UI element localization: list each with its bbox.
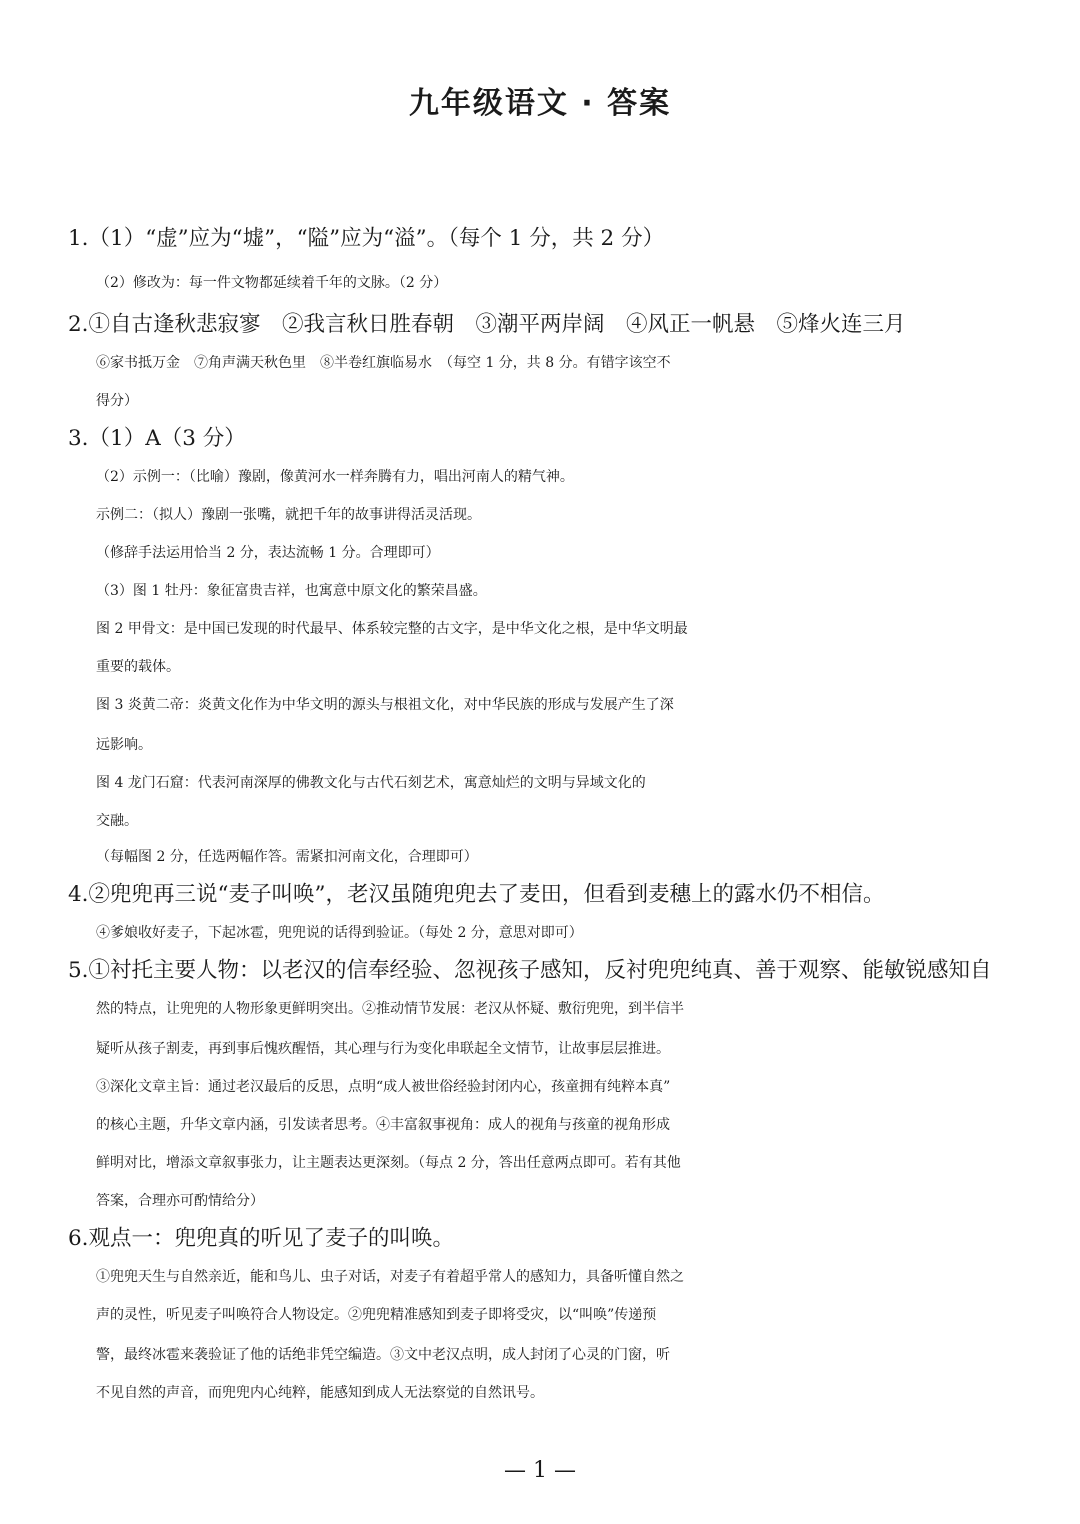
answer-line: 图 4 龙门石窟：代表河南深厚的佛教文化与古代石刻艺术，寓意灿烂的文明与异域文化的	[96, 775, 646, 791]
answer-line: 交融。	[96, 813, 138, 829]
page-title: 九年级语文 · 答案	[408, 86, 672, 121]
answer-line: 得分）	[96, 393, 138, 409]
answer-line: 鲜明对比，增添文章叙事张力，让主题表达更深刻。（每点 2 分，答出任意两点即可。若有其他	[96, 1155, 681, 1171]
answer-line: 声的灵性，听见麦子叫唤符合人物设定。②兜兜精准感知到麦子即将受灾，以“叫唤”传递预	[96, 1307, 657, 1323]
answer-line: 1.（1）“虚”应为“墟”，“隘”应为“溢”。（每个 1 分，共 2 分）	[68, 226, 665, 251]
answer-line: 然的特点，让兜兜的人物形象更鲜明突出。②推动情节发展：老汉从怀疑、敷衍兜兜，到半信半	[96, 1001, 684, 1017]
answer-line: 图 2 甲骨文：是中国已发现的时代最早、体系较完整的古文字，是中华文化之根，是中华文明最	[96, 621, 688, 637]
answer-line: 答案，合理亦可酌情给分）	[96, 1193, 264, 1209]
answer-line: ④爹娘收好麦子，下起冰雹，兜兜说的话得到验证。（每处 2 分，意思对即可）	[96, 925, 583, 941]
answer-line: 4.②兜兜再三说“麦子叫唤”，老汉虽随兜兜去了麦田，但看到麦穗上的露水仍不相信。	[68, 882, 885, 907]
answer-line: （修辞手法运用恰当 2 分，表达流畅 1 分。合理即可）	[96, 545, 440, 561]
answer-line: （每幅图 2 分，任选两幅作答。需紧扣河南文化，合理即可）	[96, 849, 478, 865]
answer-line: ⑥家书抵万金 ⑦角声满天秋色里 ⑧半卷红旗临易水 （每空 1 分，共 8 分。有错字该空不	[96, 355, 671, 371]
answer-line: 示例二：（拟人）豫剧一张嘴，就把千年的故事讲得活灵活现。	[96, 507, 481, 523]
answer-line: （3）图 1 牡丹：象征富贵吉祥，也寓意中原文化的繁荣昌盛。	[96, 583, 487, 599]
answer-line: 远影响。	[96, 737, 152, 753]
answer-line: 不见自然的声音，而兜兜内心纯粹，能感知到成人无法察觉的自然讯号。	[96, 1385, 544, 1401]
answer-line: 的核心主题，升华文章内涵，引发读者思考。④丰富叙事视角：成人的视角与孩童的视角形成	[96, 1117, 670, 1133]
answer-line: 重要的载体。	[96, 659, 180, 675]
answer-line: ①兜兜天生与自然亲近，能和鸟儿、虫子对话，对麦子有着超乎常人的感知力，具备听懂自然之	[96, 1269, 684, 1285]
answer-line: （2）示例一：（比喻）豫剧，像黄河水一样奔腾有力，唱出河南人的精气神。	[96, 469, 574, 485]
page-number: — 1 —	[504, 1458, 576, 1483]
answer-line: 2.①自古逢秋悲寂寥 ②我言秋日胜春朝 ③潮平两岸阔 ④风正一帆悬 ⑤烽火连三月	[68, 312, 906, 337]
answer-line: 6.观点一：兜兜真的听见了麦子的叫唤。	[68, 1226, 455, 1251]
answer-line: 警，最终冰雹来袭验证了他的话绝非凭空编造。③文中老汉点明，成人封闭了心灵的门窗，听	[96, 1347, 670, 1363]
answer-line: （2）修改为：每一件文物都延续着千年的文脉。（2 分）	[96, 275, 448, 291]
answer-line: 疑听从孩子割麦，再到事后愧疚醒悟，其心理与行为变化串联起全文情节，让故事层层推进。	[96, 1041, 670, 1057]
answer-line: 3.（1）A（3 分）	[68, 426, 246, 451]
answer-line: 图 3 炎黄二帝：炎黄文化作为中华文明的源头与根祖文化，对中华民族的形成与发展产生了深	[96, 697, 674, 713]
answer-line: 5.①衬托主要人物：以老汉的信奉经验、忽视孩子感知，反衬兜兜纯真、善于观察、能敏锐感知自	[68, 958, 992, 983]
answer-line: ③深化文章主旨：通过老汉最后的反思，点明“成人被世俗经验封闭内心，孩童拥有纯粹本真”	[96, 1079, 671, 1095]
